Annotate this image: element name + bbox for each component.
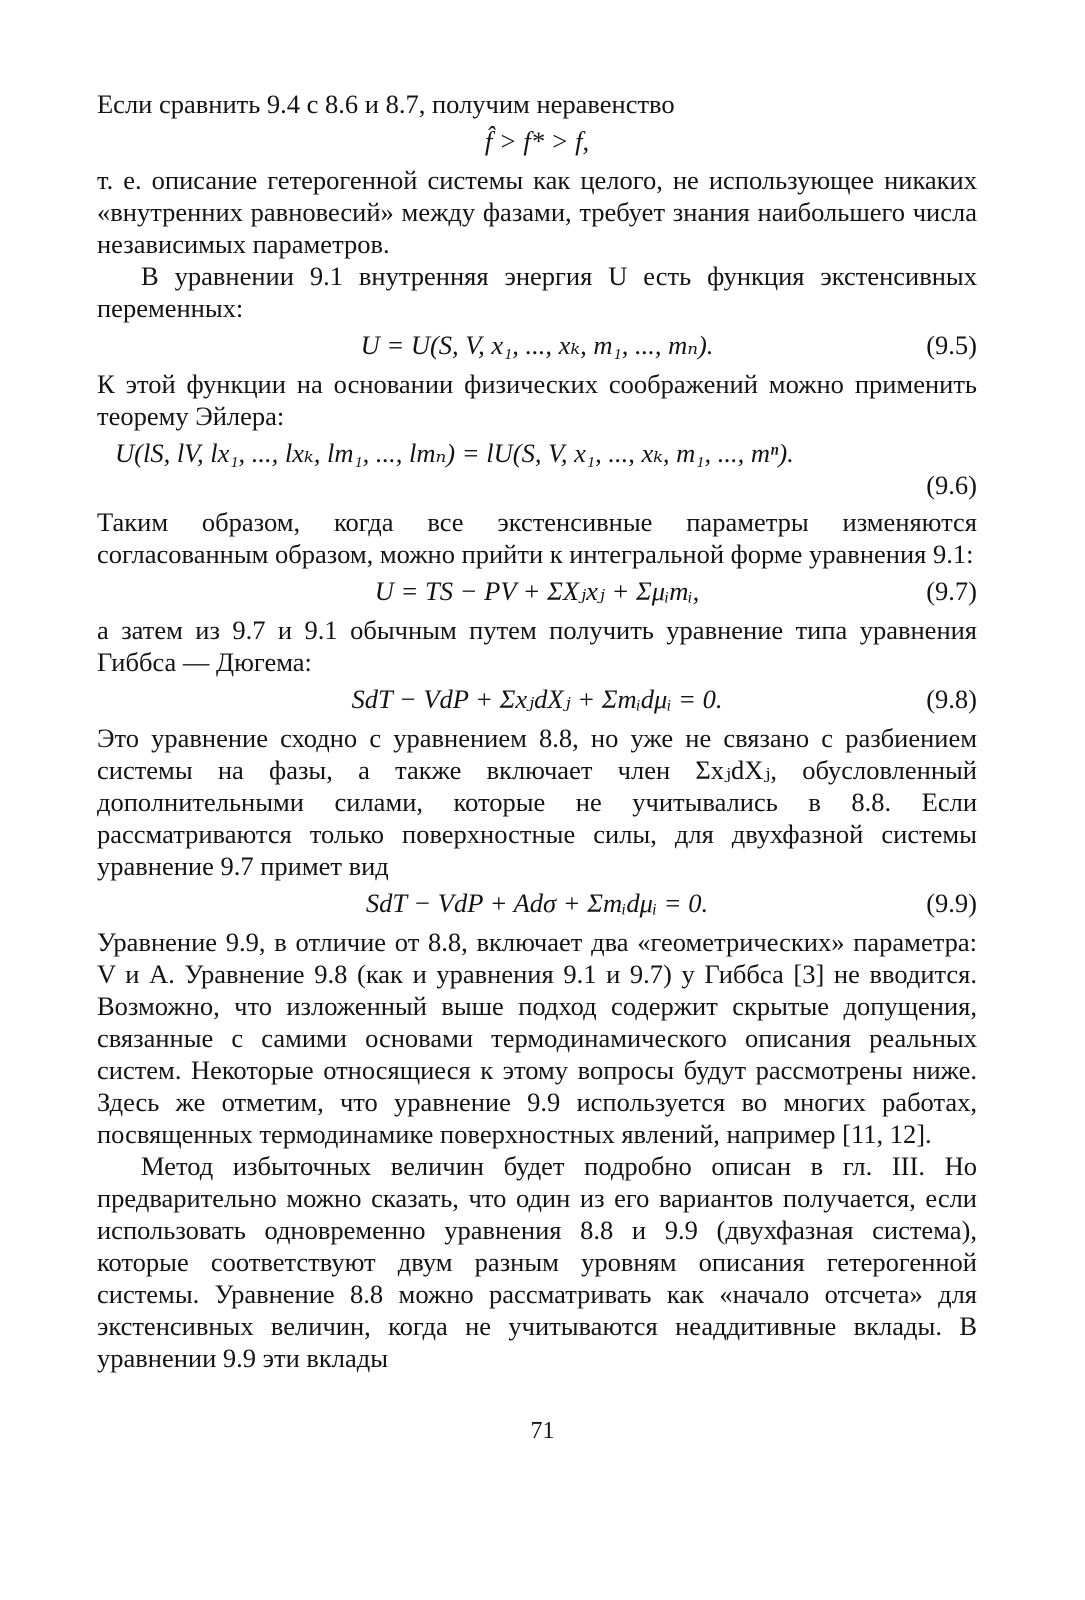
paragraph-7: Это уравнение сходно с уравнением 8.8, но уже не связано с разбиением системы на фазы, а также включает член ΣxⱼdXⱼ, обусловленный дополнительными силами, которые не учитывались в 8.8. Если рассматриваются только поверхностные силы, для двухфазной системы уравнение 9.7 примет вид	[97, 723, 977, 881]
equation-9-6-number: (9.6)	[926, 470, 977, 500]
equation-9-8-body: SdT − VdP + ΣxⱼdXⱼ + Σmᵢdμᵢ = 0.	[351, 684, 723, 714]
equation-9-9-number: (9.9)	[926, 888, 977, 918]
equation-9-7	[97, 572, 977, 610]
paragraph-9: Метод избыточных величин будет подробно описан в гл. III. Но предварительно можно сказать, что один из его вариантов получается, если использовать одновременно уравнения 8.8 и 9.9 (двухфазная система), которые соответствуют двум разным уровням описания гетерогенной системы. Уравнение 8.8 можно рассматривать как «начало отсчета» для экстенсивных величин, когда не учитываются неаддитивные вклады. В уравнении 9.9 эти вклады	[97, 1151, 977, 1373]
paragraph-1: Если сравнить 9.4 с 8.6 и 8.7, получим неравенство	[97, 89, 675, 119]
equation-9-9-body: SdT − VdP + Adσ + Σmᵢdμᵢ = 0.	[365, 888, 709, 918]
inequality	[97, 122, 977, 160]
paragraph-2: т. е. описание гетерогенной системы как целого, не использующее никаких «внутренних равновесий» между фазами, требует знания наибольшего числа независимых параметров.	[97, 165, 977, 259]
paragraph-6: а затем из 9.7 и 9.1 обычным путем получить уравнение типа уравнения Гиббса — Дюгема:	[97, 615, 977, 677]
paragraph-3: В уравнении 9.1 внутренняя энергия U есть функция экстенсивных переменных:	[97, 261, 977, 323]
paragraph-5: Таким образом, когда все экстенсивные параметры изменяются согласованным образом, можно прийти к интегральной форме уравнения 9.1:	[97, 507, 977, 569]
paragraph-8: Уравнение 9.9, в отличие от 8.8, включает два «геометрических» параметра: V и A. Уравнение 9.8 (как и уравнения 9.1 и 9.7) у Гиббса [3] не вводится. Возможно, что изложенный выше подход содержит скрытые допущения, связанные с самими основами термодинамического описания реальных систем. Некоторые относящиеся к этому вопросы будут рассмотрены ниже. Здесь же отметим, что уравнение 9.9 используется во многих работах, посвященных термодинамике поверхностных явлений, например [11, 12].	[97, 927, 977, 1149]
equation-9-5	[97, 326, 977, 364]
page-number: 71	[530, 1418, 555, 1444]
equation-9-5-body: U = U(S, V, x₁, ..., xₖ, m₁, ..., mₙ).	[360, 330, 714, 360]
equation-9-8	[97, 680, 977, 718]
equation-9-6-body: U(lS, lV, lx₁, ..., lxₖ, lm₁, ..., lmₙ) = lU(S, V, x₁, ..., xₖ, m₁, ..., mⁿ).	[115, 438, 794, 468]
equation-9-9	[97, 884, 977, 922]
equation-9-5-number: (9.5)	[926, 330, 977, 360]
page-text	[97, 88, 977, 1374]
equation-9-8-number: (9.8)	[926, 684, 977, 714]
paragraph-4: К этой функции на основании физических соображений можно применить теорему Эйлера:	[97, 369, 977, 431]
equation-9-6	[97, 434, 977, 502]
equation-9-7-number: (9.7)	[926, 576, 977, 606]
equation-9-7-body: U = TS − PV + ΣXⱼxⱼ + Σμᵢmᵢ,	[374, 576, 700, 606]
inequality-body: f̂ > f* > f,	[484, 126, 590, 156]
